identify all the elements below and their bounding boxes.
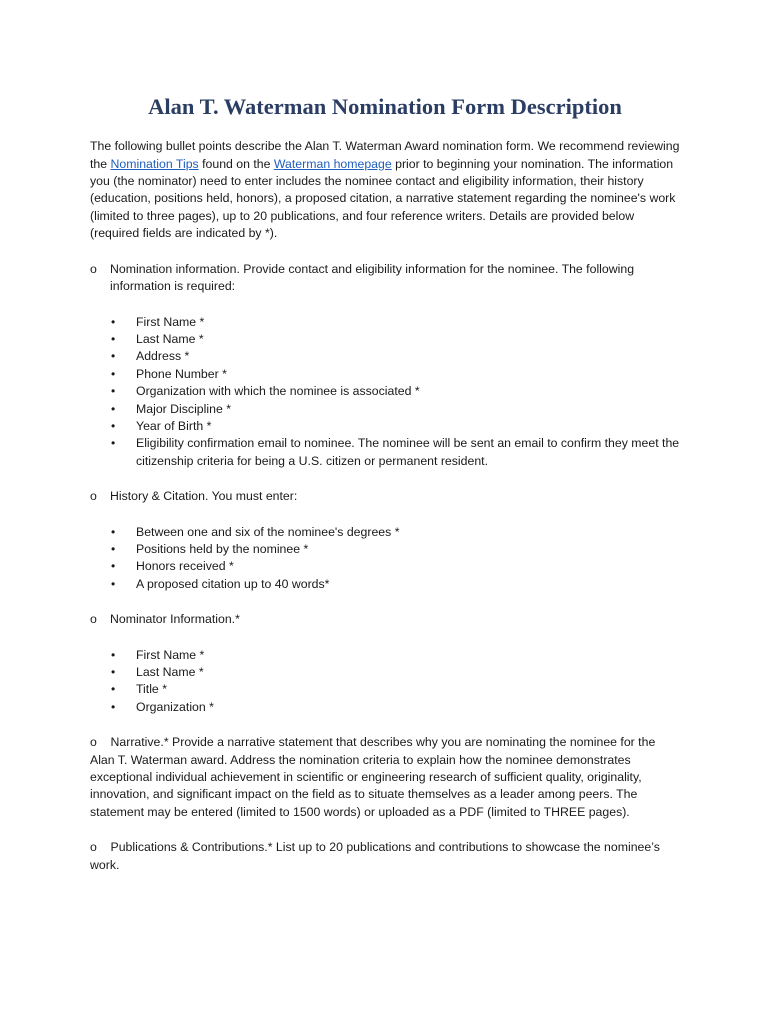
section-heading: Publications & Contributions.* List up to 20 publications and contributions to showcase the nominee’s work. bbox=[90, 840, 660, 872]
list-item: • Organization * bbox=[136, 699, 680, 716]
bullet-icon: • bbox=[111, 436, 116, 451]
list-item: • Title * bbox=[136, 681, 680, 698]
list-item: • Address * bbox=[136, 348, 680, 365]
list-item: • First Name * bbox=[136, 314, 680, 331]
intro-text-1: The following bullet points describe the Alan T. Waterman Award nomination form. We recommend reviewing the bbox=[90, 139, 680, 171]
waterman-homepage-link[interactable]: Waterman homepage bbox=[273, 156, 392, 171]
section-marker: o bbox=[90, 840, 97, 855]
list-item: • Phone Number * bbox=[136, 366, 680, 383]
section-marker: o bbox=[90, 735, 97, 750]
bullet-icon: • bbox=[111, 576, 116, 591]
intro-paragraph bbox=[90, 138, 680, 242]
section-marker: o bbox=[90, 612, 97, 627]
section-heading: History & Citation. You must enter: bbox=[110, 489, 298, 504]
nominator-information-list bbox=[90, 647, 680, 717]
bullet-icon: • bbox=[111, 665, 116, 679]
section-nominator-information bbox=[90, 611, 680, 628]
section-marker: o bbox=[90, 261, 97, 276]
section-narrative bbox=[90, 734, 680, 821]
list-item: • Positions held by the nominee * bbox=[136, 541, 680, 558]
bullet-icon: • bbox=[111, 349, 116, 364]
list-item: • A proposed citation up to 40 words* bbox=[136, 576, 680, 593]
bullet-icon: • bbox=[111, 647, 116, 662]
section-publications bbox=[90, 839, 680, 874]
page-title: Alan T. Waterman Nomination Form Description bbox=[148, 94, 622, 119]
bullet-icon: • bbox=[111, 541, 116, 556]
section-history-citation bbox=[90, 488, 680, 505]
list-item: • Year of Birth * bbox=[136, 418, 680, 435]
bullet-icon: • bbox=[111, 401, 116, 416]
section-heading: Nomination information. Provide contact and eligibility information for the nominee. The following information is required: bbox=[110, 261, 635, 294]
list-item: • Honors received * bbox=[136, 558, 680, 575]
bullet-icon: • bbox=[111, 331, 116, 346]
list-item: • Eligibility confirmation email to nominee. The nominee will be sent an email to confirm they meet the citizenship criteria for being a U.S. citizen or permanent resident. bbox=[111, 436, 680, 468]
section-heading: Narrative.* Provide a narrative statement that describes why you are nominating the nominee for the Alan T. Waterman award. Address the nomination criteria to explain how the nominee demonstrates exceptional individual achievement in scientific or engineering research of sufficient quality, originality, innovation, and significant impact on the field as to situate themselves as a leader among peers. The statement may be entered (limited to 1500 words) or uploaded as a PDF (limited to THREE pages). bbox=[90, 735, 656, 819]
intro-text-3: prior to beginning your nomination. The information you (the nominator) need to enter includes the nominee contact and eligibility information, their history (education, positions held, honors), a proposed citation, a narrative statement regarding the nominee's work (limited to three pages), up to 20 publications, and four reference writers. Details are provided below (required fields are indicated by *). bbox=[90, 156, 676, 241]
bullet-icon: • bbox=[111, 559, 116, 574]
bullet-icon: • bbox=[111, 314, 116, 329]
bullet-icon: • bbox=[111, 366, 116, 381]
nomination-information-list bbox=[90, 314, 680, 471]
list-item: • Last Name * bbox=[136, 331, 680, 348]
section-heading: Nominator Information.* bbox=[110, 612, 240, 627]
history-citation-list bbox=[90, 524, 680, 594]
section-nomination-information bbox=[90, 261, 680, 296]
bullet-icon: • bbox=[111, 384, 116, 399]
bullet-icon: • bbox=[111, 524, 116, 539]
list-item: • Organization with which the nominee is associated * bbox=[136, 383, 680, 400]
list-item: • Last Name * bbox=[136, 664, 680, 681]
section-marker: o bbox=[90, 489, 97, 504]
bullet-icon: • bbox=[111, 682, 116, 697]
nomination-tips-link[interactable]: Nomination Tips bbox=[110, 156, 199, 171]
bullet-icon: • bbox=[111, 699, 116, 714]
list-item: • Major Discipline * bbox=[136, 401, 680, 418]
list-item: • Between one and six of the nominee's degrees * bbox=[136, 524, 680, 541]
bullet-icon: • bbox=[111, 418, 116, 433]
list-item: • First Name * bbox=[136, 647, 680, 664]
intro-text-2: found on the bbox=[198, 156, 274, 171]
